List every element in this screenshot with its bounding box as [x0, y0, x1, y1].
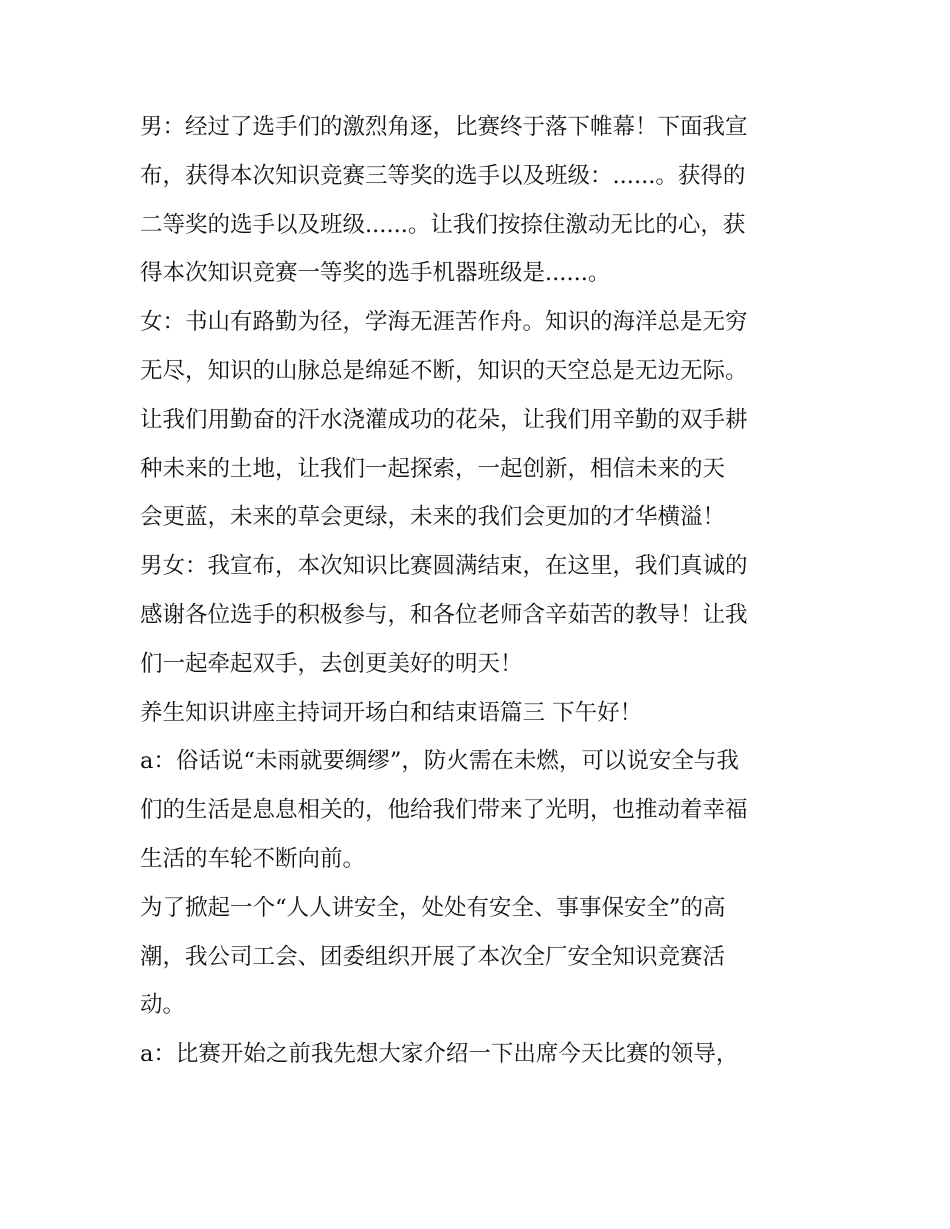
text-line: 女：书山有路勤为径，学海无涯苦作舟。知识的海洋总是无穷	[140, 309, 748, 336]
document-body	[140, 103, 820, 1079]
text-line: a：俗话说“未雨就要绸缪”，防火需在未燃，可以说安全与我	[140, 748, 739, 775]
text-line: a：比赛开始之前我先想大家介绍一下出席今天比赛的领导，	[140, 1041, 739, 1068]
text-line: 感谢各位选手的积极参与，和各位老师含辛茹苦的教导！让我	[140, 601, 748, 628]
text-line: 会更蓝，未来的草会更绿，未来的我们会更加的才华横溢！	[140, 504, 726, 531]
text-line: 无尽，知识的山脉总是绵延不断，知识的天空总是无边无际。	[140, 357, 748, 384]
text-line: 养生知识讲座主持词开场白和结束语篇三 下午好！	[140, 699, 643, 726]
text-line: 生活的车轮不断向前。	[140, 845, 366, 872]
text-line: 二等奖的选手以及班级......。让我们按捺住激动无比的心，获	[140, 211, 746, 238]
text-line: 男：经过了选手们的激烈角逐，比赛终于落下帷幕！下面我宣	[140, 114, 748, 140]
text-line: 男女：我宣布，本次知识比赛圆满结束，在这里，我们真诚的	[140, 553, 748, 580]
text-line: 让我们用勤奋的汗水浇灌成功的花朵，让我们用辛勤的双手耕	[140, 406, 748, 433]
text-line: 潮，我公司工会、团委组织开展了本次全厂安全知识竞赛活	[140, 943, 726, 970]
text-line: 们的生活是息息相关的，他给我们带来了光明，也推动着幸福	[140, 797, 748, 824]
text-line: 们一起牵起双手，去创更美好的明天！	[140, 650, 523, 677]
text-line: 布，获得本次知识竞赛三等奖的选手以及班级：......。获得的	[140, 162, 746, 189]
text-line: 得本次知识竞赛一等奖的选手机器班级是......。	[140, 260, 611, 287]
text-line: 为了掀起一个“人人讲安全，处处有安全、事事保安全”的高	[140, 894, 726, 921]
text-line: 种未来的土地，让我们一起探索，一起创新，相信未来的天	[140, 455, 726, 482]
text-line: 动。	[140, 992, 186, 1019]
